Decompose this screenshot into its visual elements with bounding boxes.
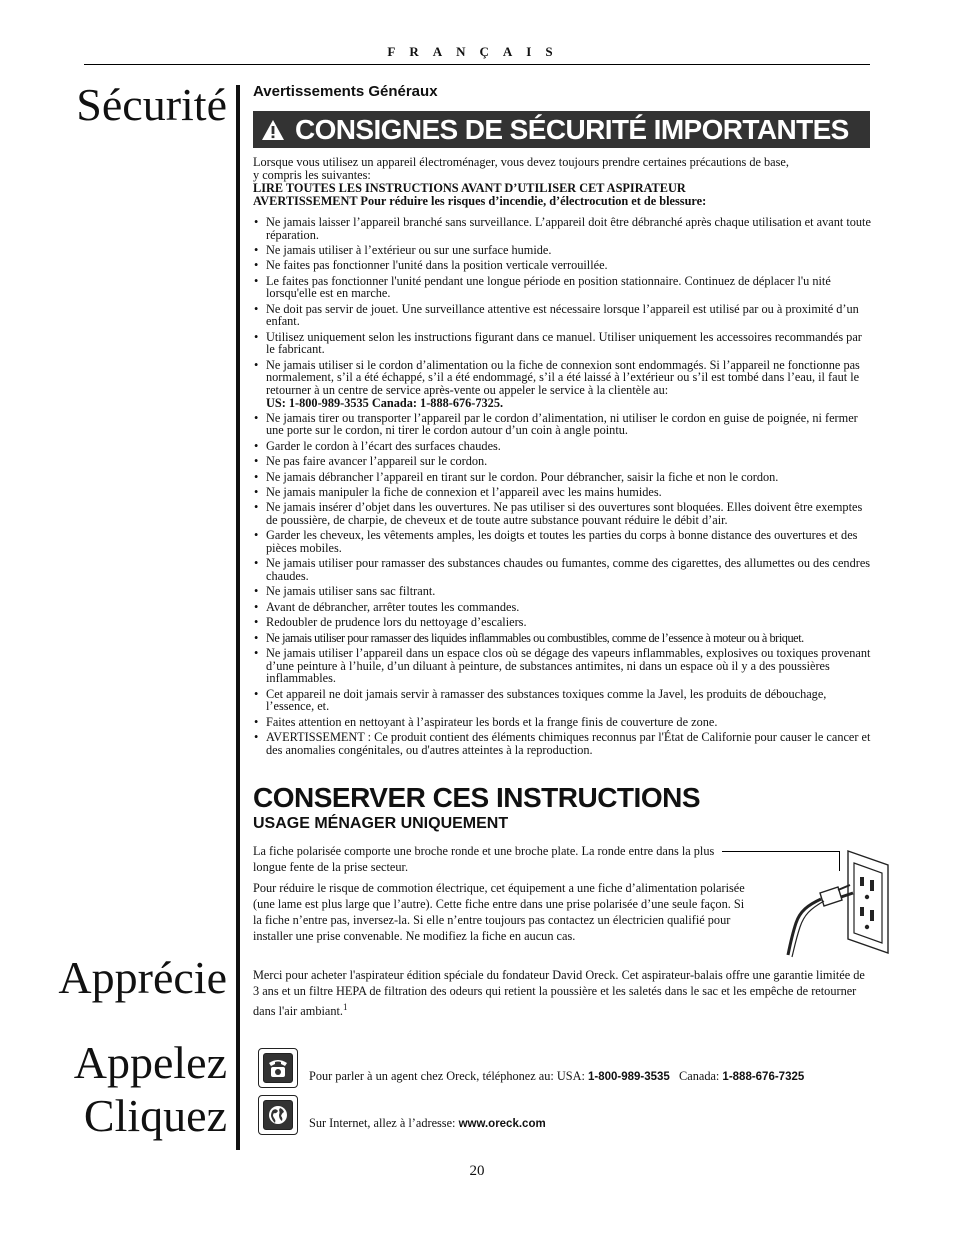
list-item: • AVERTISSEMENT : Ce produit contient des éléments chimiques reconnus par l'État de Californie pour causer le cancer et des anomalies congénitales, ou d'autres atteintes à la reproduction. [253, 731, 871, 756]
usa-phone-number[interactable]: 1-800-989-3535 [587, 1071, 670, 1083]
list-item: • Redoubler de prudence lors du nettoyage d’escaliers. [253, 616, 871, 629]
side-heading-appelez: Appelez [73, 1037, 227, 1088]
list-item: • Ne jamais utiliser pour ramasser des substances chaudes ou fumantes, comme des cigarettes, des allumettes ou des cendres chaudes. [253, 557, 871, 582]
service-numbers: US: 1-800-989-3535 Canada: 1-888-676-7325. [266, 395, 504, 410]
appreciation-paragraph [253, 967, 870, 1019]
shock-risk-paragraph: Pour réduire le risque de commotion électrique, cet équipement a une fiche d’alimentation polarisée (une lame est plus large que l’autre). Cette fiche entre dans une prise polarisée d’une seule façon. Si la fiche n’entre pas, inversez-la. Si elle n’entre toujours pas contactez un électricien qualifié pour installer une prise convenable. Ne modifiez la fiche en aucun cas. [253, 881, 745, 943]
list-item: • Garder le cordon à l’écart des surfaces chaudes. [253, 440, 871, 453]
warning-triangle-icon [261, 119, 285, 141]
list-item: • Ne jamais utiliser l’appareil dans un espace clos où se dégage des vapeurs inflammables, explosives ou toxiques provenant d’une peinture à l’huile, d’un diluant à peinture, de substances antimites, ni dans un espace où il y a des poussières inflammables. [253, 647, 871, 685]
side-heading-apprecie: Apprécie [58, 952, 227, 1003]
side-heading-cliquez: Cliquez [83, 1090, 227, 1141]
intro-line-2: y compris les suivantes: [253, 168, 371, 182]
general-warnings-subheading: Avertissements Généraux [253, 83, 438, 100]
intro-paragraph [253, 156, 870, 208]
usage-subtitle: USAGE MÉNAGER UNIQUEMENT [253, 815, 509, 832]
vertical-divider [236, 85, 240, 1150]
website-link[interactable]: www.oreck.com [458, 1118, 546, 1130]
list-item: • Ne doit pas servir de jouet. Une surveillance attentive est nécessaire lorsque l’appareil est utilisé par ou à proximité d’un enfant. [253, 303, 871, 328]
list-item: • Ne jamais insérer d’objet dans les ouvertures. Ne pas utiliser si des ouvertures sont bloquées. Elles doivent être exemptes de poussière, de charpie, de cheveux et de toute autre substance pouvant réduire le débit d’air. [253, 501, 871, 526]
conserve-title: CONSERVER CES INSTRUCTIONS [253, 782, 700, 813]
page-number: 20 [469, 1163, 485, 1179]
list-item: • Avant de débrancher, arrêter toutes les commandes. [253, 601, 871, 614]
list-item: • Ne faites pas fonctionner l'unité dans la position verticale verrouillée. [253, 259, 871, 272]
list-item-text: Ne jamais utiliser si le cordon d’alimentation ou la fiche de connexion sont endommagés. Si l’appareil ne fonctionne pas normalement, s’il a été échappé, s’il a été endommagé, s’il a été laissé à l’extérieur ou s’il est tombé dans l’eau, il faut le retourner à un centre de service après-vente ou appeler le service à la clientèle au: [266, 357, 860, 397]
list-item: • Garder les cheveux, les vêtements amples, les doigts et toutes les parties du corps à bonne distance des ouvertures et des pièces mobiles. [253, 529, 871, 554]
list-item: • Le faites pas fonctionner l'unité pendant une longue période en position stationnaire. Continuez de déplacer l'u nité lorsqu'elle est en marche. [253, 275, 871, 300]
web-contact-text: Sur Internet, allez à l’adresse: [309, 1116, 456, 1130]
list-item: • Cet appareil ne doit jamais servir à ramasser des substances toxiques comme la Javel, les produits de débouchage, l’essence, et. [253, 688, 871, 713]
safety-bullet-list [253, 216, 871, 759]
canada-label: Canada: [679, 1069, 720, 1083]
intro-line-1: Lorsque vous utilisez un appareil électroménager, vous devez toujours prendre certaines précautions de base, [253, 155, 789, 169]
plug-outlet-illustration [780, 845, 895, 960]
phone-contact-text: Pour parler à un agent chez Oreck, téléphonez au: USA: [309, 1069, 585, 1083]
page-header-language: FRANÇAIS [387, 44, 567, 59]
web-contact-line [309, 1116, 546, 1131]
list-item: • Ne jamais manipuler la fiche de connexion et l’appareil avec les mains humides. [253, 486, 871, 499]
list-item: • Faites attention en nettoyant à l’aspirateur les bords et la frange finis de couverture de zone. [253, 716, 871, 729]
banner-title: CONSIGNES DE SÉCURITÉ IMPORTANTES [295, 113, 849, 145]
warning-statement: AVERTISSEMENT Pour réduire les risques d’incendie, d’électrocution et de blessure: [253, 194, 707, 208]
list-item: • Ne jamais utiliser à l’extérieur ou sur une surface humide. [253, 244, 871, 257]
header-rule [84, 64, 870, 65]
read-all-instructions: LIRE TOUTES LES INSTRUCTIONS AVANT D’UTILISER CET ASPIRATEUR [253, 181, 686, 195]
appreciation-text: Merci pour acheter l'aspirateur édition spéciale du fondateur David Oreck. Cet aspirateur-balais offre une garantie limitée de 3 ans et un filtre HEPA de filtration des odeurs qui retient la poussière et les saletés dans le sac et les empêche de retourner dans l'air ambiant. [253, 968, 865, 1019]
list-item: • Ne jamais utiliser pour ramasser des liquides inflammables ou combustibles, comme de l’essence à moteur ou à briquet. [253, 632, 871, 645]
phone-contact-line [309, 1069, 804, 1084]
globe-icon-frame [258, 1095, 298, 1135]
canada-phone-number[interactable]: 1-888-676-7325 [722, 1071, 805, 1083]
list-item: • Ne pas faire avancer l’appareil sur le cordon. [253, 455, 871, 468]
side-heading-securite: Sécurité [76, 79, 227, 130]
telephone-icon-frame [258, 1048, 298, 1088]
list-item: • Ne jamais utiliser sans sac filtrant. [253, 585, 871, 598]
list-item: • Ne jamais tirer ou transporter l’appareil par le cordon d’alimentation, ni utiliser le cordon en guise de poignée, ni fermer une porte sur le cordon, ni tirer le cordon autour d’un coin à angle pointu. [253, 412, 871, 437]
safety-banner [253, 111, 870, 148]
globe-icon [267, 1104, 289, 1126]
telephone-icon [267, 1057, 289, 1079]
list-item: • Ne jamais laisser l’appareil branché sans surveillance. L’appareil doit être débranché après chaque utilisation et avant toute réparation. [253, 216, 871, 241]
list-item: • Ne jamais débrancher l’appareil en tirant sur le cordon. Pour débrancher, saisir la fiche et non le cordon. [253, 471, 871, 484]
list-item: • Utilisez uniquement selon les instructions figurant dans ce manuel. Utiliser uniquement les accessoires recommandés par le fabricant. [253, 331, 871, 356]
list-item [253, 359, 871, 409]
polarized-plug-paragraph: La fiche polarisée comporte une broche ronde et une broche plate. La ronde entre dans la plus longue fente de la prise secteur. [253, 844, 715, 874]
footnote-marker: 1 [342, 1002, 348, 1012]
